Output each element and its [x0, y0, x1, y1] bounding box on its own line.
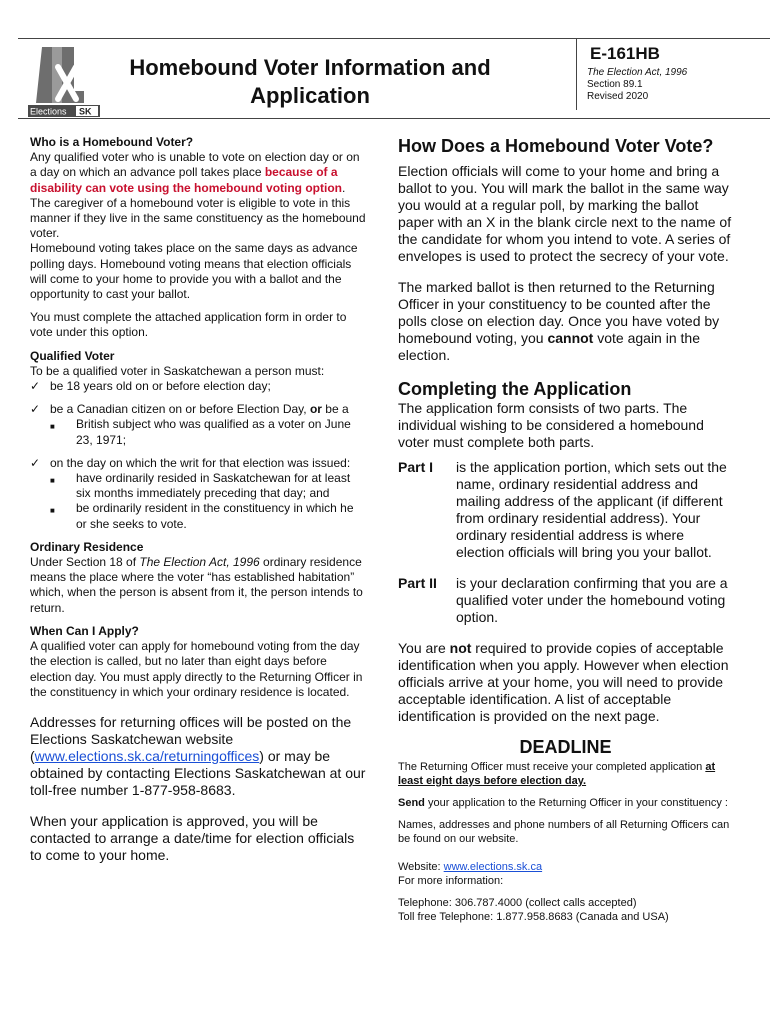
title-line-1: Homebound Voter Information and	[129, 55, 491, 80]
revised-date: Revised 2020	[587, 91, 649, 102]
header-top-rule	[18, 38, 770, 39]
completing-heading: Completing the Application	[398, 379, 632, 399]
returning-offices-link[interactable]: www.elections.sk.ca/returningoffices	[34, 747, 260, 764]
who-paragraph-1: Any qualified voter who is unable to vote on election day or on a day on which an advance poll takes place because of a disability can vote using the homebound voting option. The caregiver of a homebound voter is eligible to vote in this manner if they live in the same constituency as the homebound voter.	[30, 150, 366, 241]
header-bottom-rule	[18, 118, 770, 119]
who-paragraph-3: You must complete the attached application form in order to vote under this option.	[30, 310, 347, 340]
criteria-item: ✓ be 18 years old on or before election day;	[30, 379, 271, 394]
part-1-text: is the application portion, which sets out the name, ordinary residential address and mailing address of the applicant (if different from ordinary residential address). Your ordinary residential address is where election officials will bring you your ballot.	[456, 459, 727, 560]
qualified-voter-heading: Qualified Voter	[30, 348, 115, 363]
approved-paragraph: When your application is approved, you will be contacted to arrange a date/time for election officials to come to your home.	[30, 812, 355, 863]
telephone-line: Telephone: 306.787.4000 (collect calls accepted)	[398, 897, 637, 909]
website-line: Website: www.elections.sk.ca	[398, 861, 543, 873]
criteria-item: ✓ be a Canadian citizen on or before Election Day, or be a	[30, 402, 349, 417]
check-icon: ✓	[30, 455, 41, 470]
who-heading: Who is a Homebound Voter?	[30, 135, 194, 149]
header-divider	[576, 38, 577, 110]
how-paragraph-1: Election officials will come to your home and bring a ballot to you. You will mark the ballot in the same way you would at a regular poll, by marking the ballot paper with an X in the blank circle next to the name of the candidate for whom you intend to vote. A series of envelopes is used to protect the secrecy of your vote.	[398, 163, 732, 264]
left-column	[30, 135, 366, 864]
bullet-icon: ■	[50, 422, 55, 432]
saskatchewan-map-icon	[28, 45, 100, 117]
criteria-subitem: ■ be ordinarily resident in the constituency in which he or she seeks to vote.	[50, 501, 354, 531]
criteria-subitem: ■ British subject who was qualified as a voter on June 23, 1971;	[50, 417, 351, 447]
title-line-2: Application	[250, 83, 370, 108]
check-icon: ✓	[30, 402, 41, 417]
ordinary-residence-paragraph: Under Section 18 of The Election Act, 1996 ordinary residence means the place where the voter “has established habitation” which, when the person is absent from it, the person intends to return.	[30, 555, 363, 615]
criteria-item: ✓ on the day on which the writ for that election was issued:	[30, 455, 351, 470]
how-paragraph-2: The marked ballot is then returned to the Returning Officer in your constituency to be counted after the polls close on election day. Once you have voted by homebound voting, you cannot vote again in the election.	[398, 279, 720, 363]
send-paragraph: Send your application to the Returning Officer in your constituency :	[398, 797, 728, 809]
bullet-icon: ■	[50, 506, 55, 516]
check-icon: ✓	[30, 379, 41, 394]
part-1-label: Part I	[398, 459, 434, 475]
bullet-icon: ■	[50, 476, 55, 486]
disability-emphasis: because of a disability can vote using the homebound voting option	[30, 165, 342, 195]
part-2-text: is your declaration confirming that you are a qualified voter under the homebound voting option.	[456, 575, 728, 625]
qualified-voter-intro: To be a qualified voter in Saskatchewan a person must:	[30, 363, 325, 378]
more-info: For more information:	[398, 875, 504, 887]
when-apply-heading: When Can I Apply?	[30, 623, 139, 638]
form-code: E-161HB	[590, 44, 660, 63]
logo-text: Elections	[30, 106, 67, 117]
part-2-label: Part II	[398, 575, 437, 591]
logo-badge: SK	[79, 106, 92, 117]
act-section: Section 89.1	[587, 79, 643, 90]
completing-paragraph: The application form consists of two parts. The individual wishing to be considered a homebound voter must complete both parts.	[398, 400, 704, 450]
who-paragraph-2: Homebound voting takes place on the same days as advance polling days. Homebound voting means that election officials will come to your home to provide you with a ballot and the opportunity to cast your ballot.	[30, 241, 358, 302]
deadline-heading: DEADLINE	[519, 737, 612, 757]
how-heading: How Does a Homebound Voter Vote?	[398, 136, 714, 156]
website-link[interactable]: www.elections.sk.ca	[443, 861, 543, 873]
part-2-row	[398, 575, 733, 626]
deadline-paragraph: The Returning Officer must receive your completed application at least eight days before election day.	[398, 761, 716, 787]
elections-sk-logo	[28, 45, 100, 117]
act-reference	[587, 67, 687, 103]
page-title	[110, 54, 510, 110]
right-column	[398, 135, 733, 924]
names-paragraph: Names, addresses and phone numbers of all Returning Officers can be found on our website.	[398, 819, 730, 845]
toll-free-line: Toll free Telephone: 1.877.958.8683 (Canada and USA)	[398, 911, 669, 923]
part-1-row	[398, 459, 733, 561]
when-apply-paragraph: A qualified voter can apply for homebound voting from the day the election is called, but no later than eight days before election day. You must apply directly to the Returning Officer in the constituency in which your ordinary residence is located.	[30, 639, 363, 699]
ordinary-residence-heading: Ordinary Residence	[30, 539, 144, 554]
identification-paragraph: You are not required to provide copies of acceptable identification when you apply. However when election officials arrive at your home, you will need to provide acceptable identification. A list of acceptable identification is provided on the next page.	[398, 640, 729, 724]
act-name: The Election Act, 1996	[587, 67, 688, 78]
criteria-subitem: ■ have ordinarily resided in Saskatchewan for at least six months immediately preceding that day; and	[50, 471, 351, 501]
addresses-paragraph: Addresses for returning offices will be posted on the Elections Saskatchewan website (www.elections.sk.ca/returningoffices) or may be obtained by contacting Elections Saskatchewan at our toll-free number 1-877-958-8683.	[30, 713, 366, 798]
